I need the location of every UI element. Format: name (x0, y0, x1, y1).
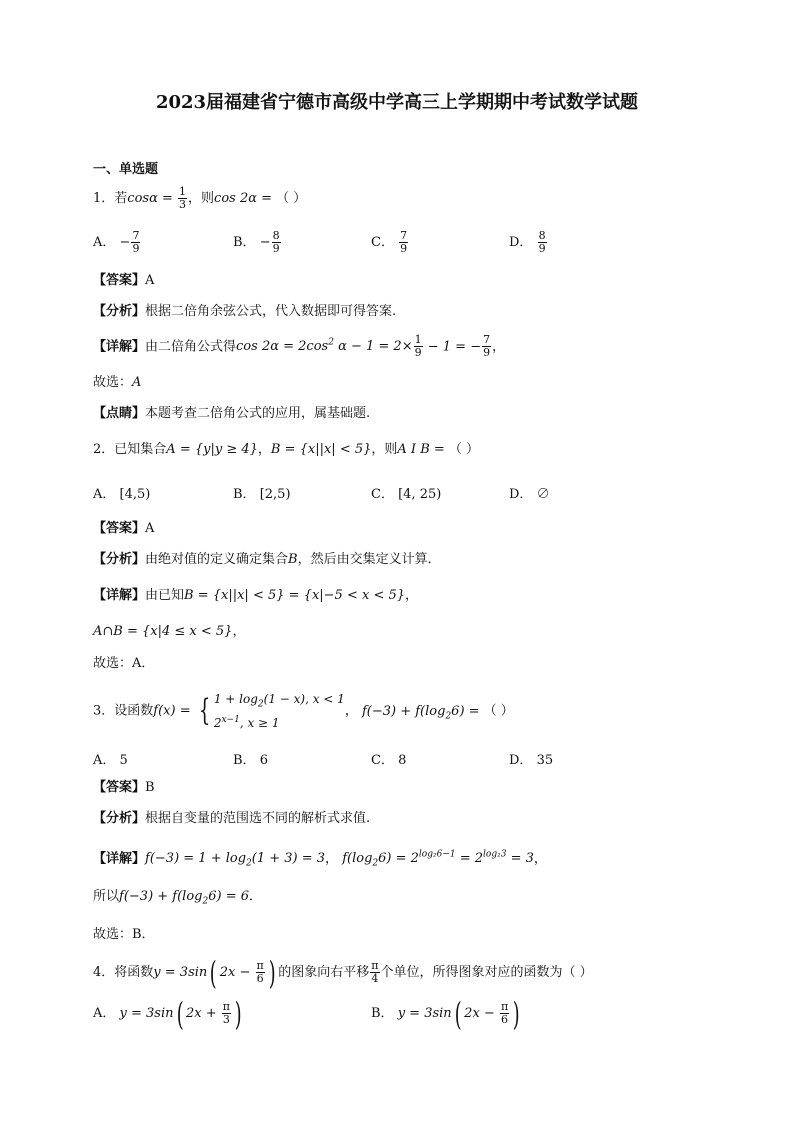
section-heading: 一、单选题 (93, 162, 159, 177)
question-3: 3．设函数f(x) = { $1 + \log_2(1 - x)$, x < 1 $2^{x-1}$, x ≥ 1 ， $f(-3) + f(\log_26)$ = （ ） (93, 692, 514, 731)
question-number: 4． (93, 965, 115, 980)
question-1: 1．若cosα = $\frac{1}{3}$ ，则cos 2α = （ ） (93, 185, 307, 211)
detail-line: 【详解】由已知B = {x||x| < 5} = {x|−5 < x < 5}， (93, 588, 419, 603)
answer-line: 【答案】A (93, 521, 155, 536)
option-a: A． 5 (93, 753, 128, 768)
option-a: A． − $\frac{7}{9}$ (93, 229, 140, 255)
option-b: B． − $\frac{8}{9}$ (233, 229, 280, 255)
select-line: 故选：B． (93, 927, 155, 942)
analysis-line: 【分析】根据自变量的范围选不同的解析式求值. (93, 811, 371, 826)
option-d: D． 35 (509, 753, 554, 768)
question-number: 1． (93, 191, 115, 206)
comment-line: 【点睛】本题考查二倍角公式的应用，属基础题. (93, 406, 371, 421)
left-brace-icon: { (198, 693, 211, 729)
question-number: 2． (93, 442, 115, 457)
question-4: 4．将函数y = 3sin( 2x − $\frac{\pi}{6}$ ) 的图象向右平移 $\frac{\pi}{4}$ 个单位，所得图象对应的函数为（ ） (93, 953, 593, 992)
option-b: B． 6 (233, 753, 268, 768)
option-c: C． 8 (371, 753, 407, 768)
analysis-line: 【分析】根据二倍角余弦公式，代入数据即可得答案. (93, 304, 397, 319)
option-a: A． y = 3sin( 2x + $\frac{\pi}{3}$ ) (93, 994, 242, 1033)
select-line: 故选：A． (93, 656, 155, 671)
analysis-line: 【分析】由绝对值的定义确定集合B，然后由交集定义计算． (93, 552, 441, 567)
question-number: 3． (93, 703, 115, 719)
option-d: D． $\frac{8}{9}$ (509, 229, 546, 255)
option-c: C． $\frac{7}{9}$ (371, 229, 408, 255)
page-title: 2023届福建省宁德市高级中学高三上学期期中考试数学试题 (155, 92, 639, 113)
option-b: B． [2,5) (233, 487, 291, 502)
detail-line: 【详解】$f(-3) = 1 + \log_2(1 + 3) = 3$， $f(\log_26) = 2^{log_26-1} = 2^{log_23} = 3$， (93, 850, 547, 869)
fraction: $\frac{1}{3}$ (179, 185, 187, 211)
question-2: 2．已知集合A = {y|y ≥ 4}，B = {x||x| < 5}，则A I B = （ ） (93, 442, 480, 457)
option-c: C． [4, 25) (371, 487, 442, 502)
piecewise-cases: $1 + \log_2(1 - x)$, x < 1 $2^{x-1}$, x ≥ 1 (213, 692, 345, 731)
option-b: B． y = 3sin( 2x − $\frac{\pi}{6}$ ) (371, 994, 520, 1033)
option-a: A． [4,5) (93, 487, 151, 502)
detail-line: 【详解】由二倍角公式得$\cos 2\alpha = 2\cos^2$ α − 1 = 2× $\frac{1}{9}$ − 1 = − $\frac{7}{9}$ ， (93, 333, 506, 360)
conclusion-line: 所以$f(-3) + f(\log_26) = 6$． (93, 889, 263, 907)
answer-line: 【答案】B (93, 780, 155, 795)
answer-line: 【答案】A (93, 273, 155, 288)
detail-line-2: A∩B = {x|4 ≤ x < 5}， (93, 624, 246, 639)
select-line: 故选：A (93, 375, 142, 390)
option-d: D． ∅ (509, 487, 550, 502)
